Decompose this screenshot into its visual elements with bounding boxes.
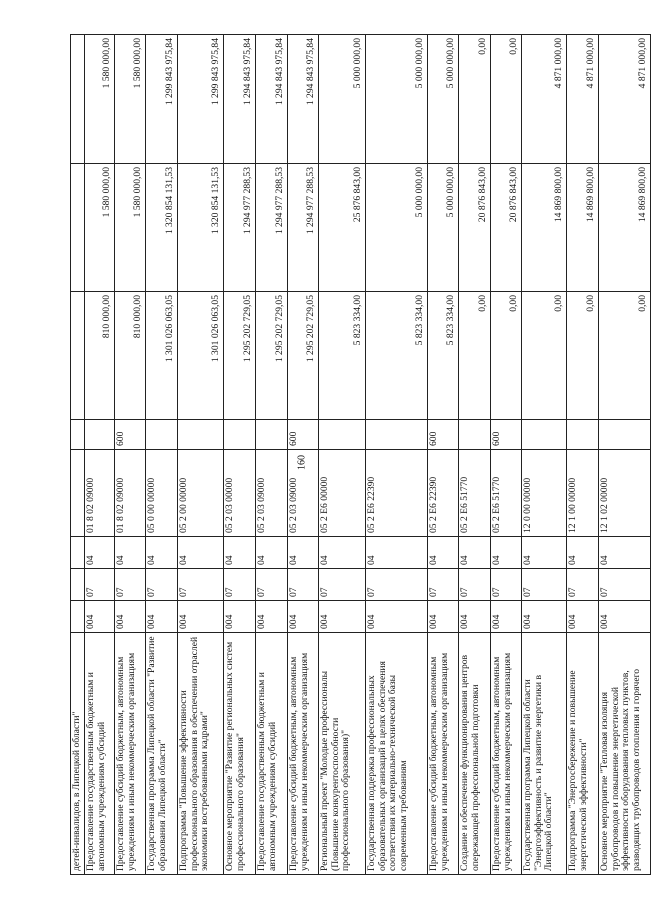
row-expense-type (224, 420, 256, 450)
row-amount-year1: 1 295 202 729,05 (224, 292, 256, 420)
table-row (319, 35, 366, 875)
row-expense-type (71, 420, 85, 450)
row-expense-type (567, 420, 599, 450)
row-section-code: 07 (115, 569, 146, 601)
rotated-table-container (70, 35, 649, 875)
row-target-article: 05 2 E6 51770 (491, 450, 522, 537)
row-amount-year3: 0,00 (491, 35, 522, 164)
row-amount-year2: 1 320 854 131,53 (178, 164, 224, 292)
row-subsection-code (71, 537, 85, 569)
row-amount-year3: 5 000 000,00 (428, 35, 459, 164)
row-admin-code: 004 (522, 601, 567, 633)
row-admin-code: 004 (319, 601, 366, 633)
row-name: Региональный проект "Молодые профессионалы (Повышение конкурентоспособности профессионального образования)" (319, 633, 366, 875)
row-target-article: 05 2 03 09000 (256, 450, 288, 537)
row-subsection-code: 04 (599, 537, 651, 569)
row-subsection-code: 04 (491, 537, 522, 569)
row-target-article: 12 1 00 00000 (567, 450, 599, 537)
row-amount-year2: 1 294 977 288,53 (224, 164, 256, 292)
row-amount-year1: 1 295 202 729,05 (288, 292, 319, 420)
row-name: Подпрограмма "Энергосбережение и повышение энергетической эффективности" (567, 633, 599, 875)
table-row (567, 35, 599, 875)
row-subsection-code: 04 (428, 537, 459, 569)
row-subsection-code: 04 (146, 537, 178, 569)
table-row (178, 35, 224, 875)
table-row (288, 35, 319, 875)
row-amount-year1: 0,00 (567, 292, 599, 420)
row-amount-year3: 5 000 000,00 (366, 35, 428, 164)
row-amount-year1: 1 295 202 729,05 (256, 292, 288, 420)
table-row (224, 35, 256, 875)
row-amount-year1: 1 301 026 063,05 (178, 292, 224, 420)
row-amount-year2: 1 580 000,00 (85, 164, 115, 292)
row-name: детей-инвалидов, в Липецкой области" (71, 633, 85, 875)
row-expense-type: 600 (288, 420, 319, 450)
row-section-code: 07 (428, 569, 459, 601)
row-section-code: 07 (599, 569, 651, 601)
row-target-article: 05 2 03 00000 (224, 450, 256, 537)
row-amount-year2: 20 876 843,00 (459, 164, 491, 292)
row-target-article: 05 2 03 09000 (288, 450, 319, 537)
table-row (599, 35, 651, 875)
row-amount-year2: 1 320 854 131,53 (146, 164, 178, 292)
row-name: Предоставление субсидий бюджетным, автономным учреждениям и иным некоммерческим организациям (428, 633, 459, 875)
row-target-article: 05 2 E6 00000 (319, 450, 366, 537)
row-target-article: 05 2 E6 51770 (459, 450, 491, 537)
row-subsection-code: 04 (459, 537, 491, 569)
row-expense-type (178, 420, 224, 450)
row-name: Государственная программа Липецкой области "Развитие образования Липецкой области" (146, 633, 178, 875)
row-expense-type (459, 420, 491, 450)
row-section-code: 07 (178, 569, 224, 601)
row-expense-type: 600 (115, 420, 146, 450)
budget-table-body (71, 35, 651, 875)
row-admin-code: 004 (115, 601, 146, 633)
row-amount-year3: 1 299 843 975,84 (178, 35, 224, 164)
row-amount-year2: 5 000 000,00 (366, 164, 428, 292)
row-section-code: 07 (146, 569, 178, 601)
row-admin-code: 004 (599, 601, 651, 633)
row-target-article (71, 450, 85, 537)
table-row (115, 35, 146, 875)
row-amount-year1: 0,00 (491, 292, 522, 420)
row-amount-year1: 810 000,00 (85, 292, 115, 420)
row-name: Предоставление государственным бюджетным и автономным учреждениям субсидий (85, 633, 115, 875)
row-amount-year2: 20 876 843,00 (491, 164, 522, 292)
row-target-article: 05 2 00 00000 (178, 450, 224, 537)
row-amount-year1: 0,00 (522, 292, 567, 420)
row-amount-year1: 0,00 (599, 292, 651, 420)
row-amount-year1: 810 000,00 (115, 292, 146, 420)
row-amount-year3: 0,00 (459, 35, 491, 164)
row-amount-year2: 1 294 977 288,53 (256, 164, 288, 292)
row-subsection-code: 04 (522, 537, 567, 569)
row-target-article: 05 2 E6 22390 (366, 450, 428, 537)
row-section-code: 07 (366, 569, 428, 601)
row-name: Предоставление субсидий бюджетным, автономным учреждениям и иным некоммерческим организациям (288, 633, 319, 875)
row-section-code: 07 (256, 569, 288, 601)
row-admin-code: 004 (567, 601, 599, 633)
row-expense-type (256, 420, 288, 450)
row-admin-code: 004 (178, 601, 224, 633)
row-target-article: 05 0 00 00000 (146, 450, 178, 537)
row-section-code: 07 (319, 569, 366, 601)
row-target-article: 05 2 E6 22390 (428, 450, 459, 537)
row-amount-year2: 14 869 800,00 (567, 164, 599, 292)
table-row (71, 35, 85, 875)
row-subsection-code: 04 (224, 537, 256, 569)
row-admin-code (71, 601, 85, 633)
row-expense-type (366, 420, 428, 450)
row-amount-year3: 1 294 843 975,84 (256, 35, 288, 164)
row-admin-code: 004 (366, 601, 428, 633)
row-amount-year3: 4 871 000,00 (567, 35, 599, 164)
row-amount-year2: 1 580 000,00 (115, 164, 146, 292)
row-section-code: 07 (288, 569, 319, 601)
row-section-code: 07 (459, 569, 491, 601)
table-row (256, 35, 288, 875)
table-row (522, 35, 567, 875)
row-amount-year1: 1 301 026 063,05 (146, 292, 178, 420)
row-section-code: 07 (567, 569, 599, 601)
row-amount-year3: 4 871 000,00 (599, 35, 651, 164)
row-expense-type (85, 420, 115, 450)
row-target-article: 01 8 02 09000 (85, 450, 115, 537)
row-section-code: 07 (224, 569, 256, 601)
row-amount-year2: 14 869 800,00 (522, 164, 567, 292)
row-expense-type: 600 (491, 420, 522, 450)
row-section-code: 07 (85, 569, 115, 601)
row-admin-code: 004 (491, 601, 522, 633)
row-amount-year2: 25 876 843,00 (319, 164, 366, 292)
row-section-code: 07 (491, 569, 522, 601)
table-row (85, 35, 115, 875)
table-row (491, 35, 522, 875)
row-amount-year3: 1 294 843 975,84 (288, 35, 319, 164)
row-name: Предоставление государственным бюджетным и автономным учреждениям субсидий (256, 633, 288, 875)
row-expense-type (599, 420, 651, 450)
row-admin-code: 004 (224, 601, 256, 633)
row-amount-year3: 1 580 000,00 (85, 35, 115, 164)
table-row (459, 35, 491, 875)
row-subsection-code: 04 (256, 537, 288, 569)
row-amount-year3: 1 299 843 975,84 (146, 35, 178, 164)
row-target-article: 12 1 02 00000 (599, 450, 651, 537)
page-number: 160 (296, 455, 308, 470)
row-amount-year3: 5 000 000,00 (319, 35, 366, 164)
row-amount-year3: 1 294 843 975,84 (224, 35, 256, 164)
row-name: Основное мероприятие "Тепловая изоляция трубопроводов и повышение энергетической эффективности оборудования тепловых пунктов, разводящих трубопроводов отопления и горячего (599, 633, 651, 875)
row-amount-year3 (71, 35, 85, 164)
row-name: Основное мероприятие "Развитие региональных систем профессионального образования" (224, 633, 256, 875)
row-name: Создание и обеспечение функционирования центров опережающей профессиональной подготовки (459, 633, 491, 875)
row-section-code (71, 569, 85, 601)
row-amount-year2: 14 869 800,00 (599, 164, 651, 292)
row-amount-year2: 1 294 977 288,53 (288, 164, 319, 292)
table-row (366, 35, 428, 875)
row-amount-year3: 4 871 000,00 (522, 35, 567, 164)
row-amount-year2: 5 000 000,00 (428, 164, 459, 292)
row-expense-type (522, 420, 567, 450)
row-amount-year2 (71, 164, 85, 292)
row-expense-type (146, 420, 178, 450)
row-amount-year1: 5 823 334,00 (428, 292, 459, 420)
row-subsection-code: 04 (366, 537, 428, 569)
row-name: Предоставление субсидий бюджетным, автономным учреждениям и иным некоммерческим организациям (491, 633, 522, 875)
row-name: Государственная поддержка профессиональных образовательных организаций в целях обеспечения соответствия их материально-технической базы современным требованиям (366, 633, 428, 875)
row-admin-code: 004 (85, 601, 115, 633)
table-row (146, 35, 178, 875)
row-admin-code: 004 (288, 601, 319, 633)
row-target-article: 01 8 02 09000 (115, 450, 146, 537)
row-admin-code: 004 (256, 601, 288, 633)
row-admin-code: 004 (146, 601, 178, 633)
row-subsection-code: 04 (319, 537, 366, 569)
row-amount-year1: 5 823 334,00 (366, 292, 428, 420)
table-row (428, 35, 459, 875)
row-subsection-code: 04 (178, 537, 224, 569)
row-section-code: 07 (522, 569, 567, 601)
row-name: Государственная программа Липецкой области "Энергоэффективность и развитие энергетики в Липецкой области" (522, 633, 567, 875)
row-admin-code: 004 (459, 601, 491, 633)
row-expense-type (319, 420, 366, 450)
row-subsection-code: 04 (115, 537, 146, 569)
row-amount-year1: 0,00 (459, 292, 491, 420)
row-expense-type: 600 (428, 420, 459, 450)
row-amount-year3: 1 580 000,00 (115, 35, 146, 164)
budget-table (70, 34, 651, 875)
row-admin-code: 004 (428, 601, 459, 633)
row-name: Подпрограмма "Повышение эффективности профессионального образования в обеспечении отраслей экономики востребованными кадрами" (178, 633, 224, 875)
row-target-article: 12 0 00 00000 (522, 450, 567, 537)
row-subsection-code: 04 (85, 537, 115, 569)
row-subsection-code: 04 (288, 537, 319, 569)
row-amount-year1 (71, 292, 85, 420)
row-name: Предоставление субсидий бюджетным, автономным учреждениям и иным некоммерческим организациям (115, 633, 146, 875)
row-amount-year1: 5 823 334,00 (319, 292, 366, 420)
row-subsection-code: 04 (567, 537, 599, 569)
